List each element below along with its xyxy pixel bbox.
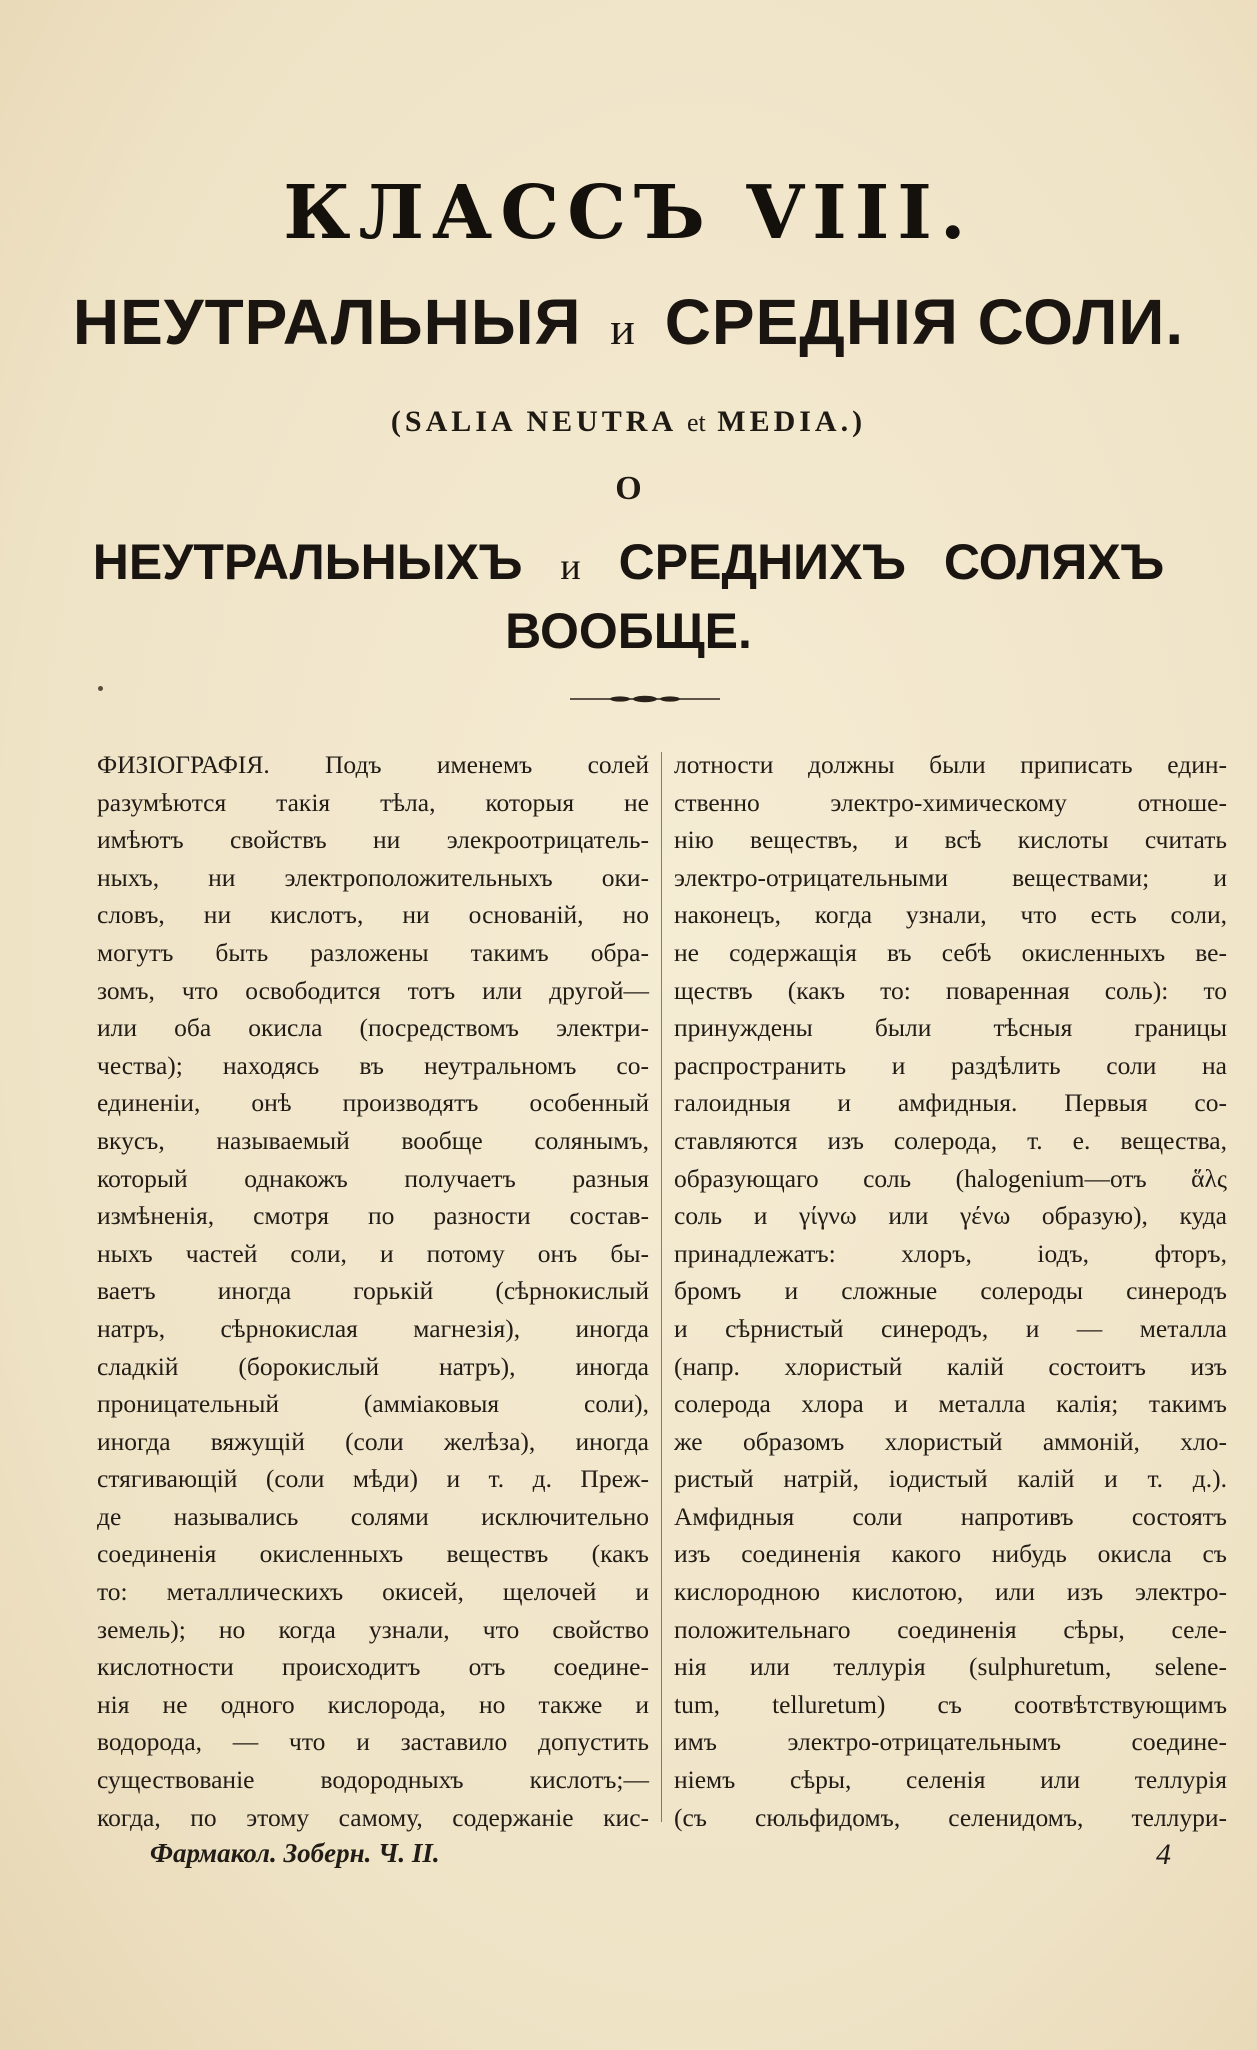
signature-line: Фармакол. Зоберн. Ч. II. [150, 1838, 440, 1868]
text-line: вкусъ, называемый вообще солянымъ, [97, 1125, 649, 1155]
column-divider [661, 752, 662, 1822]
ornament-divider [570, 693, 720, 705]
class-title: КЛАССЪ VIII. [283, 170, 974, 256]
text-line: то: металлическихъ окисей, щелочей и [97, 1577, 649, 1607]
text-line: де назывались солями исключительно [97, 1501, 649, 1531]
text-line: галоидныя и амфидныя. Первыя со- [674, 1088, 1227, 1118]
text-line: нія не одного кислорода, но также и [97, 1689, 649, 1719]
text-line: ныхъ, ни электроположительныхъ оки- [97, 862, 649, 892]
text-line: (напр. хлористый калій состоитъ изъ [674, 1351, 1227, 1381]
text-line: чества); находясь въ неутральномъ со- [97, 1050, 649, 1080]
text-line: водорода, — что и заставило допустить [97, 1727, 649, 1757]
text-line: ФИЗІОГРАФІЯ. Подъ именемъ солей [97, 750, 649, 779]
text-line: ніемъ сѣры, селенія или теллурія [674, 1765, 1227, 1795]
text-line: наконецъ, когда узнали, что есть соли, [674, 900, 1227, 930]
text-line: ристый натрій, іодистый калій и т. д.). [674, 1464, 1227, 1494]
text-line: (съ сюльфидомъ, селенидомъ, теллури- [674, 1802, 1227, 1832]
text-line: разумѣются такія тѣла, которыя не [97, 787, 649, 817]
text-line: лотности должны были приписать един- [674, 750, 1227, 779]
text-line: соединенія окисленныхъ веществъ (какъ [97, 1539, 649, 1569]
stray-dot [98, 686, 103, 691]
text-line: tum, telluretum) съ соотвѣтствующимъ [674, 1689, 1227, 1719]
section-title-part-b: СРЕДНИХЪ СОЛЯХЪ [618, 534, 1165, 590]
preposition-heading: О [615, 470, 642, 507]
main-title-conjunction: и [610, 303, 636, 354]
latin-title [0, 405, 1257, 439]
latin-title-close: MEDIA.) [717, 405, 867, 438]
main-title [0, 285, 1257, 359]
left-column [97, 746, 649, 1836]
text-line: и сѣрнистый синеродъ, и — металла [674, 1313, 1227, 1343]
section-title-line-2: ВООБЩЕ. [505, 603, 752, 659]
text-line: бромъ и сложные солероды синеродъ [674, 1276, 1227, 1306]
text-line: имѣютъ свойствъ ни элекроотрицатель- [97, 825, 649, 855]
main-title-part-a: НЕУТРАЛЬНЫЯ [72, 286, 582, 358]
text-line: ваетъ иногда горькій (сѣрнокислый [97, 1276, 649, 1306]
text-line: стягивающій (соли мѣди) и т. д. Преж- [97, 1464, 649, 1494]
text-line: изъ соединенія какого нибудь окисла съ [674, 1539, 1227, 1569]
text-line: нію веществъ, и всѣ кислоты считать [674, 825, 1227, 855]
text-line: иногда вяжущій (соли желѣза), иногда [97, 1426, 649, 1456]
text-line: или оба окисла (посредствомъ электри- [97, 1013, 649, 1043]
text-line: положительнаго соединенія сѣры, селе- [674, 1614, 1227, 1644]
latin-title-open: (SALIA NEUTRA [390, 405, 676, 438]
text-line: натръ, сѣрнокислая магнезія), иногда [97, 1313, 649, 1343]
text-line: земель); но когда узнали, что свойство [97, 1614, 649, 1644]
text-line: электро-отрицательными веществами; и [674, 862, 1227, 892]
text-line: ществъ (какъ то: поваренная соль): то [674, 975, 1227, 1005]
right-column [674, 746, 1227, 1836]
text-line: имъ электро-отрицательнымъ соедине- [674, 1727, 1227, 1757]
text-line: же образомъ хлористый аммоній, хло- [674, 1426, 1227, 1456]
text-line: распространить и раздѣлить соли на [674, 1050, 1227, 1080]
text-line: существованіе водородныхъ кислотъ;— [97, 1765, 649, 1795]
main-title-part-b: СРЕДНІЯ СОЛИ. [664, 286, 1185, 358]
section-title-conjunction: и [560, 546, 581, 588]
text-line: принуждены были тѣсныя границы [674, 1013, 1227, 1043]
text-line: ныхъ частей соли, и потому онъ бы- [97, 1238, 649, 1268]
text-line: образующаго соль (halogenium—отъ ἅλς [674, 1163, 1227, 1193]
text-line: нія или теллурія (sulphuretum, selene- [674, 1652, 1227, 1682]
text-line: кислородною кислотою, или изъ электро- [674, 1577, 1227, 1607]
text-line: ставляются изъ солерода, т. е. вещества, [674, 1125, 1227, 1155]
page-mark: 4 [1156, 1838, 1171, 1871]
text-line: не содержащія въ себѣ окисленныхъ ве- [674, 937, 1227, 967]
text-line: единеніи, онѣ производятъ особенный [97, 1088, 649, 1118]
text-line: могутъ быть разложены такимъ обра- [97, 937, 649, 967]
latin-title-et: et [686, 408, 706, 437]
text-line: который однакожъ получаетъ разныя [97, 1163, 649, 1193]
text-line: соль и γίγνω или γένω образую), куда [674, 1201, 1227, 1231]
text-line: измѣненія, смотря по разности состав- [97, 1201, 649, 1231]
text-line: солерода хлора и металла калія; такимъ [674, 1389, 1227, 1419]
text-line: Амфидныя соли напротивъ состоятъ [674, 1501, 1227, 1531]
text-line: зомъ, что освободится тотъ или другой— [97, 975, 649, 1005]
text-line: проницательный (амміаковыя соли), [97, 1389, 649, 1419]
text-line: ственно электро-химическому отноше- [674, 787, 1227, 817]
section-title [0, 530, 1257, 663]
text-line: когда, по этому самому, содержаніе кис- [97, 1802, 649, 1832]
text-line: словъ, ни кислотъ, ни основаній, но [97, 900, 649, 930]
text-line: сладкій (борокислый натръ), иногда [97, 1351, 649, 1381]
section-title-line-1 [0, 530, 1257, 599]
section-title-part-a: НЕУТРАЛЬНЫХЪ [92, 534, 523, 590]
text-line: принадлежатъ: хлоръ, іодъ, фторъ, [674, 1238, 1227, 1268]
text-line: кислотности происходитъ отъ соедине- [97, 1652, 649, 1682]
